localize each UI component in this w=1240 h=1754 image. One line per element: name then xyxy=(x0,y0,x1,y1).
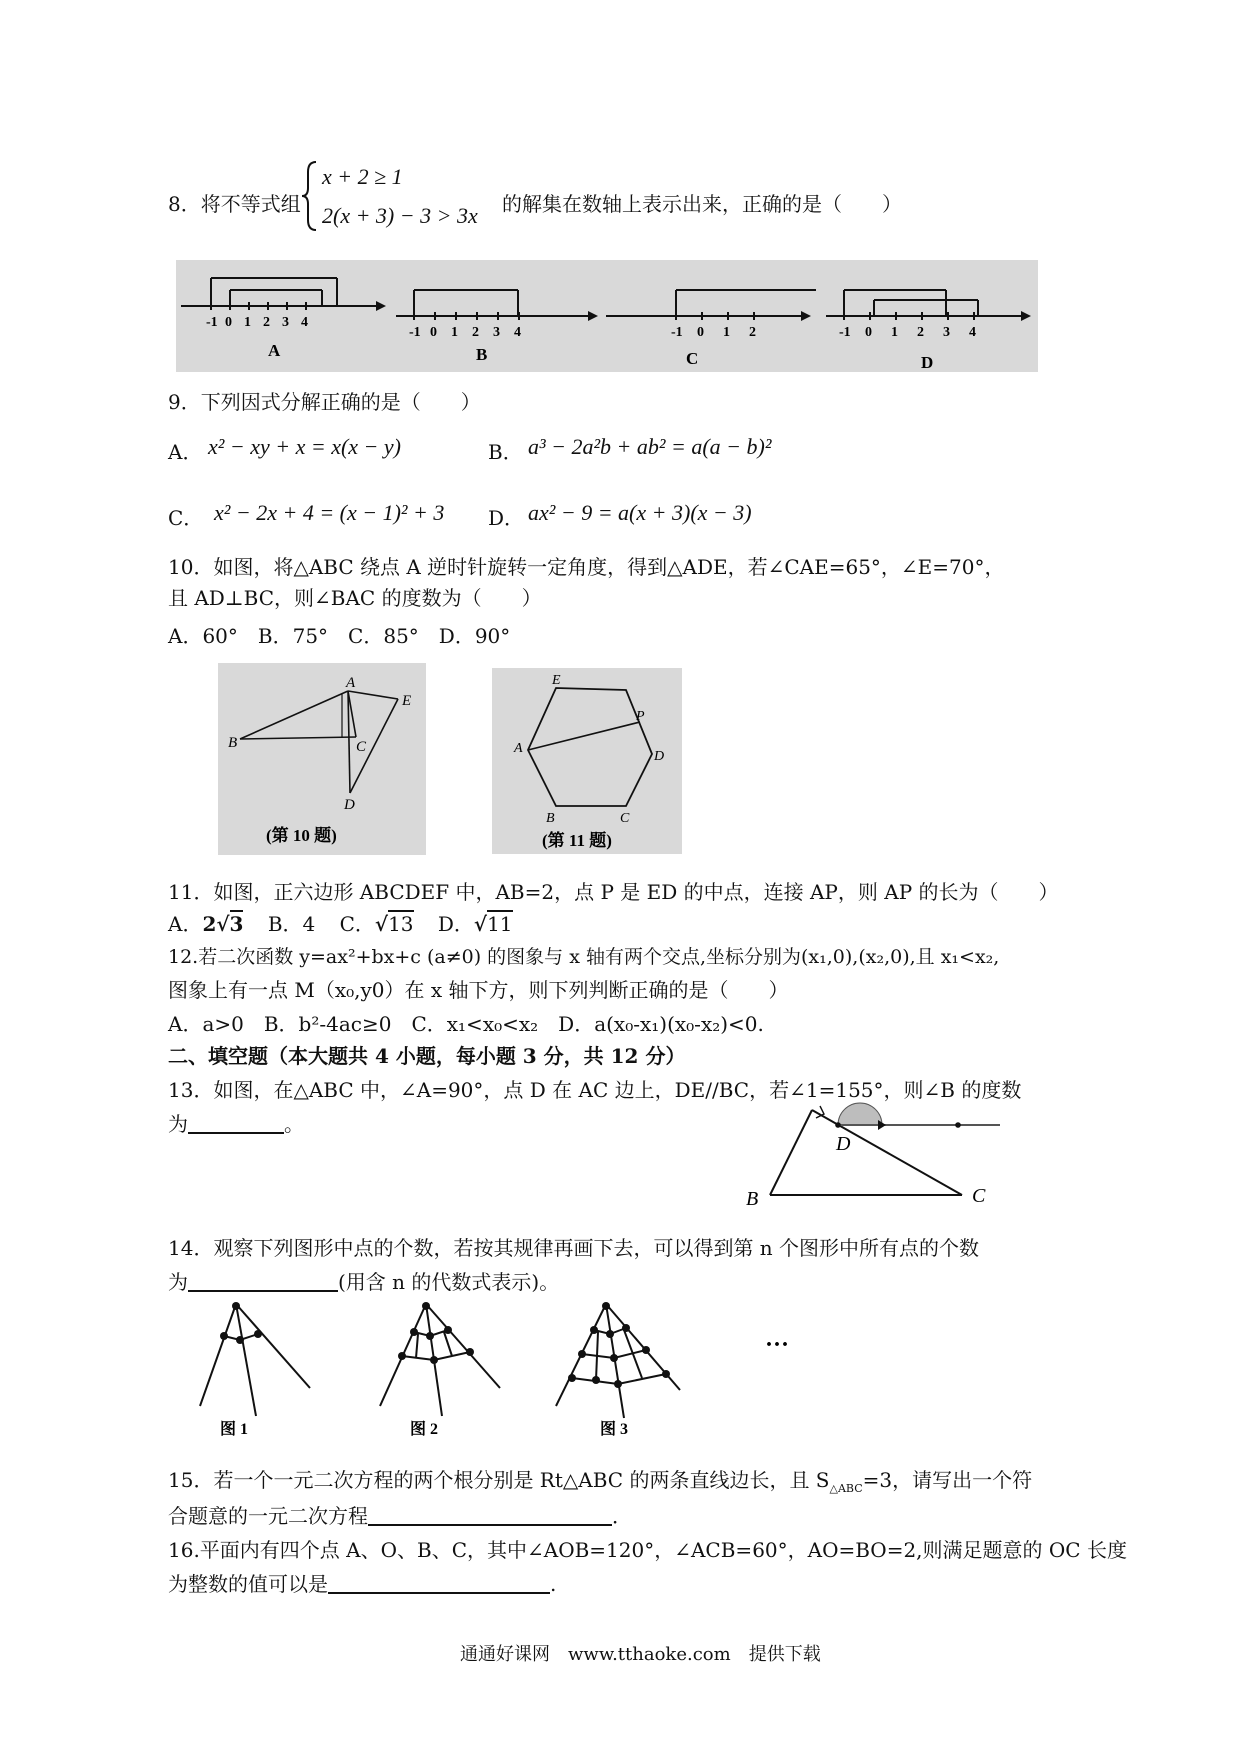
q14-line2 xyxy=(168,1266,559,1295)
q8-tick-label: 1 xyxy=(891,325,898,340)
q14-caption-1: 图 1 xyxy=(220,1421,249,1436)
q8-option-d-label: D xyxy=(921,353,934,372)
q11-label-a: A xyxy=(514,741,523,756)
q15-line2 xyxy=(168,1500,632,1529)
q11-label-d: D xyxy=(654,749,665,764)
q8-tick-label: 1 xyxy=(723,325,730,340)
q11-option-a-coef: 2 xyxy=(202,912,217,936)
q11-option-c-label: C． xyxy=(339,912,375,936)
q11-option-a-label: A． xyxy=(168,912,203,936)
q13-line2-end: 。 xyxy=(284,1112,304,1136)
q15-line1-b: =3，请写出一个符 xyxy=(862,1468,1033,1492)
q14-caption-2: 图 2 xyxy=(410,1421,439,1436)
q8-tick-label: 4 xyxy=(301,315,308,330)
q13-answer-blank[interactable] xyxy=(188,1110,284,1134)
q10-figure xyxy=(218,663,426,855)
q8-tick-label: -1 xyxy=(206,315,218,330)
q8-tick-label: 0 xyxy=(697,325,704,340)
q11-option-b: B．4 xyxy=(267,912,316,936)
q8-tick-label: -1 xyxy=(409,325,421,340)
q15-line2-text: 合题意的一元二次方程 xyxy=(168,1504,368,1528)
q8-tick-label: 0 xyxy=(430,325,437,340)
footer-download-note: 通通好课网 www.tthaoke.com 提供下载 xyxy=(460,1644,821,1665)
q8-tick-label: -1 xyxy=(839,325,851,340)
q11-option-d-radicand: 11 xyxy=(487,912,513,936)
q10-options: A．60° B．75° C．85° D．90° xyxy=(168,624,511,648)
q16-line2-text: 为整数的值可以是 xyxy=(168,1572,328,1596)
q14-line2-suffix: (用含 n 的代数式表示)。 xyxy=(338,1270,560,1294)
q10-label-b: B xyxy=(228,735,238,751)
q14-ellipsis: ··· xyxy=(765,1332,790,1358)
q11-sqrt-icon: √ xyxy=(374,912,389,936)
q14-figure-3 xyxy=(556,1302,680,1418)
q8-tick-label: 3 xyxy=(493,325,500,340)
q8-option-a-label: A xyxy=(268,341,281,360)
q8-tick-label: 2 xyxy=(917,325,924,340)
q16-line1: 16.平面内有四个点 A、O、B、C，其中∠AOB=120°，∠ACB=60°，AO=BO=2,则满足题意的 OC 长度 xyxy=(168,1538,1127,1562)
q8-tick-label: 0 xyxy=(225,315,232,330)
q14-line1: 14．观察下列图形中点的个数，若按其规律再画下去，可以得到第 n 个图形中所有点的个数 xyxy=(168,1236,980,1260)
q15-line1-sub: △ABC xyxy=(829,1482,863,1495)
q11-option-c-radicand: 13 xyxy=(388,912,414,936)
q13-line2 xyxy=(168,1108,304,1137)
q11-option-d-label: D． xyxy=(437,912,474,936)
q9-stem: 9．下列因式分解正确的是（ ） xyxy=(168,390,481,414)
q8-tick-label: 1 xyxy=(451,325,458,340)
q14-caption-3: 图 3 xyxy=(600,1421,629,1436)
q10-caption: (第 10 题) xyxy=(266,826,337,845)
q9-option-d-label: D． xyxy=(488,506,525,530)
q11-label-e: E xyxy=(552,673,561,688)
q9-option-c-label: C． xyxy=(168,506,204,530)
q16-line2-end: . xyxy=(550,1572,557,1596)
q8-system-line1: x + 2 ≥ 1 xyxy=(322,164,403,189)
q8-system-line2: 2(x + 3) − 3 > 3x xyxy=(322,203,478,228)
q9-option-b-label: B． xyxy=(488,440,523,464)
q8-tick-label: 2 xyxy=(472,325,479,340)
q11-sqrt-icon: √ xyxy=(473,912,488,936)
q10-triangle-diagram xyxy=(218,663,426,855)
q11-figure xyxy=(492,668,682,854)
q8-tick-label: 4 xyxy=(969,325,976,340)
q14-figure-2 xyxy=(380,1302,500,1416)
q13-label-d: D xyxy=(836,1133,851,1155)
q11-label-p: P xyxy=(636,709,645,724)
q12-options: A．a>0 B．b²-4ac≥0 C．x₁<x₀<x₂ D．a(x₀-x₁)(x₀-x₂)<0. xyxy=(168,1012,764,1036)
q14-answer-blank[interactable] xyxy=(188,1268,338,1292)
q15-answer-blank[interactable] xyxy=(368,1502,612,1526)
q13-line2-prefix: 为 xyxy=(168,1112,188,1136)
q14-figure-1 xyxy=(200,1302,310,1416)
q8-options-figure xyxy=(176,260,1038,372)
q13-label-c: C xyxy=(972,1185,986,1207)
q8-tick-label: 3 xyxy=(282,315,289,330)
q8-tick-label: 2 xyxy=(749,325,756,340)
q16-answer-blank[interactable] xyxy=(328,1570,550,1594)
q8-brace-icon xyxy=(300,160,320,232)
q8-suffix: 的解集在数轴上表示出来，正确的是（ ） xyxy=(502,192,902,216)
q13-label-b: B xyxy=(746,1188,759,1210)
q10-line2: 且 AD⊥BC，则∠BAC 的度数为（ ） xyxy=(168,586,542,610)
q14-figures xyxy=(180,1296,860,1436)
q10-label-c: C xyxy=(356,739,367,755)
q16-line2 xyxy=(168,1568,556,1597)
q10-line1: 10．如图，将△ABC 绕点 A 逆时针旋转一定角度，得到△ADE，若∠CAE=65°，∠E=70°， xyxy=(168,555,1005,579)
q11-option-a-radicand: 3 xyxy=(229,912,244,936)
q8-tick-label: -1 xyxy=(671,325,683,340)
q12-line1: 12.若二次函数 y=ax²+bx+c (a≠0) 的图象与 x 轴有两个交点,坐标分别为(x₁,0),(x₂,0),且 x₁<x₂, xyxy=(168,946,1000,968)
q9-option-a: x² − xy + x = x(x − y) xyxy=(208,434,401,459)
q8-tick-label: 1 xyxy=(244,315,251,330)
section-2-heading: 二、填空题（本大题共 4 小题，每小题 3 分，共 12 分） xyxy=(168,1044,686,1068)
q15-line1 xyxy=(168,1464,1032,1495)
q11-options xyxy=(168,908,513,937)
q11-label-b: B xyxy=(546,811,555,826)
q9-option-c: x² − 2x + 4 = (x − 1)² + 3 xyxy=(214,500,445,525)
q11-line1: 11．如图，正六边形 ABCDEF 中，AB=2，点 P 是 ED 的中点，连接 AP，则 AP 的长为（ ） xyxy=(168,880,1059,904)
q8-tick-label: 4 xyxy=(514,325,521,340)
q9-option-a-label: A． xyxy=(168,440,203,464)
q8-prefix: 8．将不等式组 xyxy=(168,192,301,216)
q9-option-b: a³ − 2a²b + ab² = a(a − b)² xyxy=(528,434,772,459)
q8-option-d-number-line xyxy=(826,290,1031,321)
q11-sqrt-icon: √ xyxy=(216,912,230,936)
q10-label-d: D xyxy=(344,797,355,813)
q8-tick-label: 0 xyxy=(865,325,872,340)
q10-label-a: A xyxy=(346,675,356,691)
q15-line1-a: 15．若一个一元二次方程的两个根分别是 Rt△ABC 的两条直线边长，且 S xyxy=(168,1468,830,1492)
q14-line2-prefix: 为 xyxy=(168,1270,188,1294)
q9-option-d: ax² − 9 = a(x + 3)(x − 3) xyxy=(528,500,752,525)
q8-tick-label: 3 xyxy=(943,325,950,340)
q8-number-lines xyxy=(176,260,1038,372)
q15-line2-end: ． xyxy=(612,1504,632,1528)
q8-option-c-label: C xyxy=(686,349,699,368)
q12-line2: 图象上有一点 M（x₀,y0）在 x 轴下方，则下列判断正确的是（ ） xyxy=(168,978,789,1002)
q8-option-c-number-line xyxy=(606,290,816,321)
q13-figure xyxy=(740,1100,1020,1210)
q11-label-c: C xyxy=(620,811,630,826)
q13-line1: 13．如图，在△ABC 中，∠A=90°，点 D 在 AC 边上，DE//BC，若∠1=155°，则∠B 的度数 xyxy=(168,1078,1022,1102)
q11-hexagon-diagram xyxy=(492,668,682,854)
q10-label-e: E xyxy=(402,693,412,709)
q8-option-b-label: B xyxy=(476,345,488,364)
q8-tick-label: 2 xyxy=(263,315,270,330)
q11-caption: (第 11 题) xyxy=(542,831,612,850)
